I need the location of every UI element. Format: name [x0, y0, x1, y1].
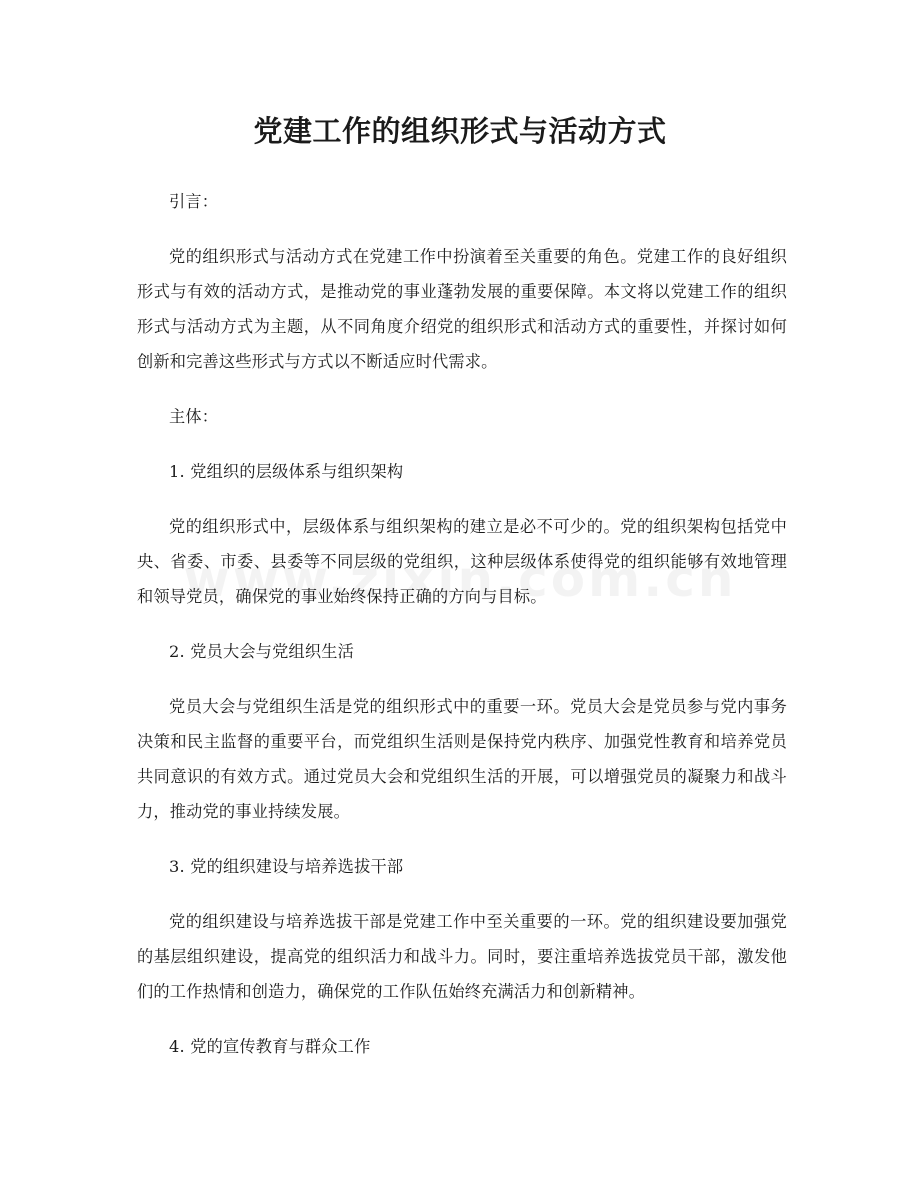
section-heading-2: 2. 党员大会与党组织生活 — [169, 642, 355, 661]
document-title: 党建工作的组织形式与活动方式 — [253, 114, 667, 148]
section-paragraph-3: 党的组织建设与培养选拔干部是党建工作中至关重要的一环。党的组织建设要加强党的基层组织建设，提高党的组织活力和战斗力。同时，要注重培养选拔党员干部，激发他们的工作热情和创造力，确保党的工作队伍始终充满活力和创新精神。 — [137, 912, 787, 1001]
section-heading-1: 1. 党组织的层级体系与组织架构 — [169, 462, 404, 481]
intro-paragraph: 党的组织形式与活动方式在党建工作中扮演着至关重要的角色。党建工作的良好组织形式与有效的活动方式，是推动党的事业蓬勃发展的重要保障。本文将以党建工作的组织形式与活动方式为主题，从不同角度介绍党的组织形式和活动方式的重要性，并探讨如何创新和完善这些形式与方式以不断适应时代需求。 — [137, 247, 787, 371]
document-body — [137, 184, 787, 1084]
section-paragraph-2: 党员大会与党组织生活是党的组织形式中的重要一环。党员大会是党员参与党内事务决策和民主监督的重要平台，而党组织生活则是保持党内秩序、加强党性教育和培养党员共同意识的有效方式。通过党员大会和党组织生活的开展，可以增强党员的凝聚力和战斗力，推动党的事业持续发展。 — [137, 697, 787, 821]
section-heading-4: 4. 党的宣传教育与群众工作 — [169, 1037, 371, 1056]
section-paragraph-1: 党的组织形式中，层级体系与组织架构的建立是必不可少的。党的组织架构包括党中央、省委、市委、县委等不同层级的党组织，这种层级体系使得党的组织能够有效地管理和领导党员，确保党的事业始终保持正确的方向与目标。 — [137, 517, 787, 606]
intro-label: 引言： — [169, 192, 219, 211]
section-heading-3: 3. 党的组织建设与培养选拔干部 — [169, 857, 404, 876]
body-label: 主体： — [169, 407, 219, 426]
